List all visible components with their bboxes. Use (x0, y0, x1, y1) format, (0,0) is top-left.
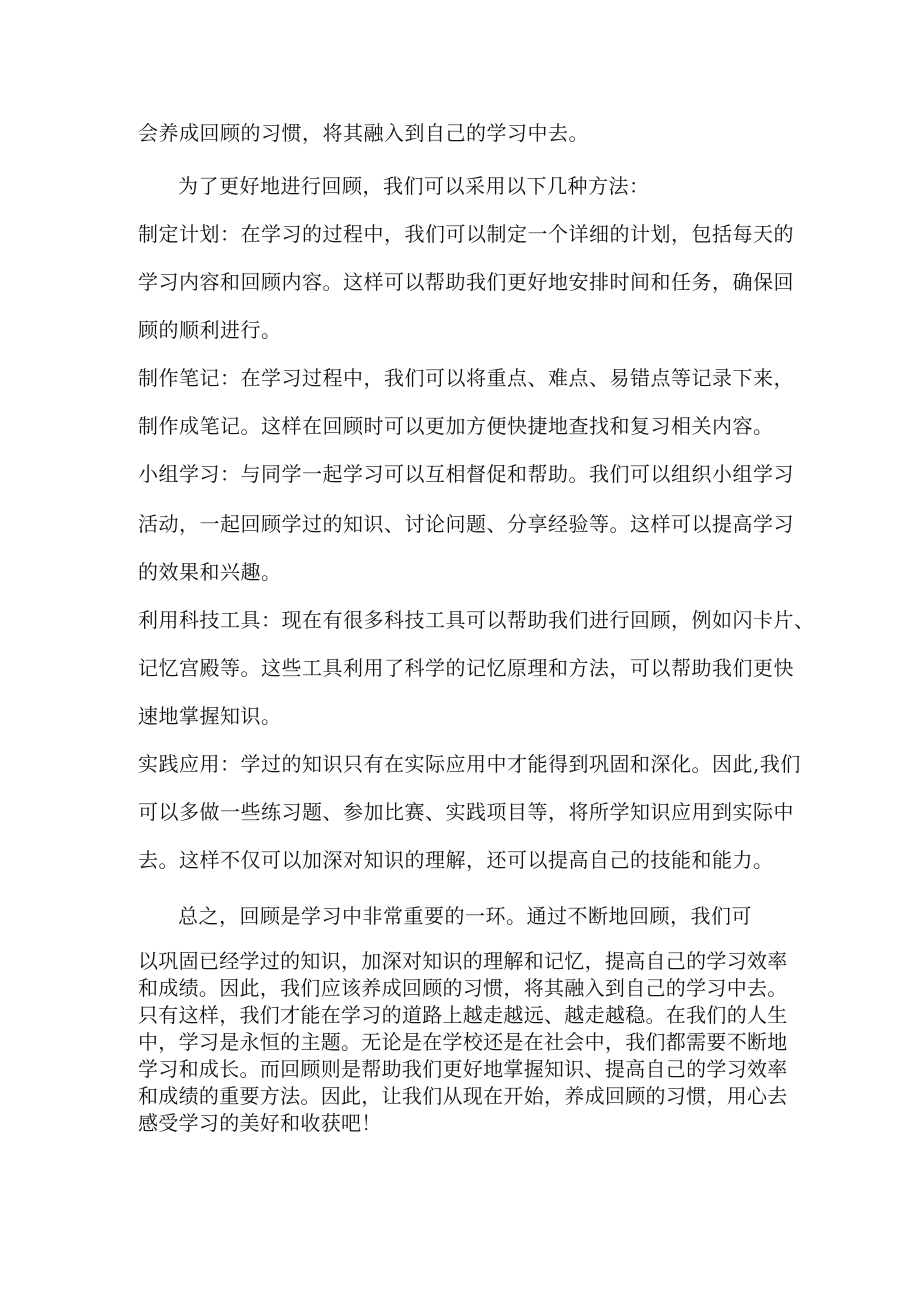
paragraph-intro: 为了更好地进行回顾，我们可以采用以下几种方法： (178, 174, 650, 198)
text-line: 活动，一起回顾学过的知识、讨论问题、分享经验等。这样可以提高学习 (138, 512, 794, 536)
text-line: 速地掌握知识。 (138, 704, 282, 728)
text-line: 会养成回顾的习惯，将其融入到自己的学习中去。 (138, 121, 589, 145)
text-line: 学习和成长。而回顾则是帮助我们更好地掌握知识、提高自己的学习效率 (138, 1057, 788, 1081)
text-line: 制作成笔记。这样在回顾时可以更加方便快捷地查找和复习相关内容。 (138, 414, 774, 438)
text-line: 以巩固已经学过的知识，加深对知识的理解和记忆，提高自己的学习效率 (138, 949, 788, 973)
method-practice-line: 实践应用：学过的知识只有在实际应用中才能得到巩固和深化。因此,我们 (138, 752, 801, 776)
text-line: 感受学习的美好和收获吧！ (138, 1111, 382, 1135)
method-group-line: 小组学习：与同学一起学习可以互相督促和帮助。我们可以组织小组学习 (138, 462, 794, 486)
method-notes-line: 制作笔记：在学习过程中，我们可以将重点、难点、易错点等记录下来， (138, 366, 794, 390)
method-tech-line: 利用科技工具：现在有很多科技工具可以帮助我们进行回顾，例如闪卡片、 (138, 608, 815, 632)
method-plan-line: 制定计划：在学习的过程中，我们可以制定一个详细的计划，包括每天的 (138, 222, 794, 246)
text-line: 的效果和兴趣。 (138, 560, 282, 584)
text-line: 可以多做一些练习题、参加比赛、实践项目等，将所学知识应用到实际中 (138, 800, 794, 824)
text-line: 中，学习是永恒的主题。无论是在学校还是在社会中，我们都需要不断地 (138, 1030, 788, 1054)
text-line: 记忆宫殿等。这些工具利用了科学的记忆原理和方法，可以帮助我们更快 (138, 656, 794, 680)
text-line: 和成绩。因此，我们应该养成回顾的习惯，将其融入到自己的学习中去。 (138, 976, 788, 1000)
text-line: 学习内容和回顾内容。这样可以帮助我们更好地安排时间和任务，确保回 (138, 270, 794, 294)
text-line: 去。这样不仅可以加深对知识的理解，还可以提高自己的技能和能力。 (138, 848, 774, 872)
paragraph-summary: 总之，回顾是学习中非常重要的一环。通过不断地回顾，我们可 (178, 904, 752, 928)
text-line: 顾的顺利进行。 (138, 318, 282, 342)
closing-paragraph (138, 948, 798, 1137)
text-line: 和成绩的重要方法。因此，让我们从现在开始，养成回顾的习惯，用心去 (138, 1084, 788, 1108)
text-line: 只有这样，我们才能在学习的道路上越走越远、越走越稳。在我们的人生 (138, 1003, 788, 1027)
